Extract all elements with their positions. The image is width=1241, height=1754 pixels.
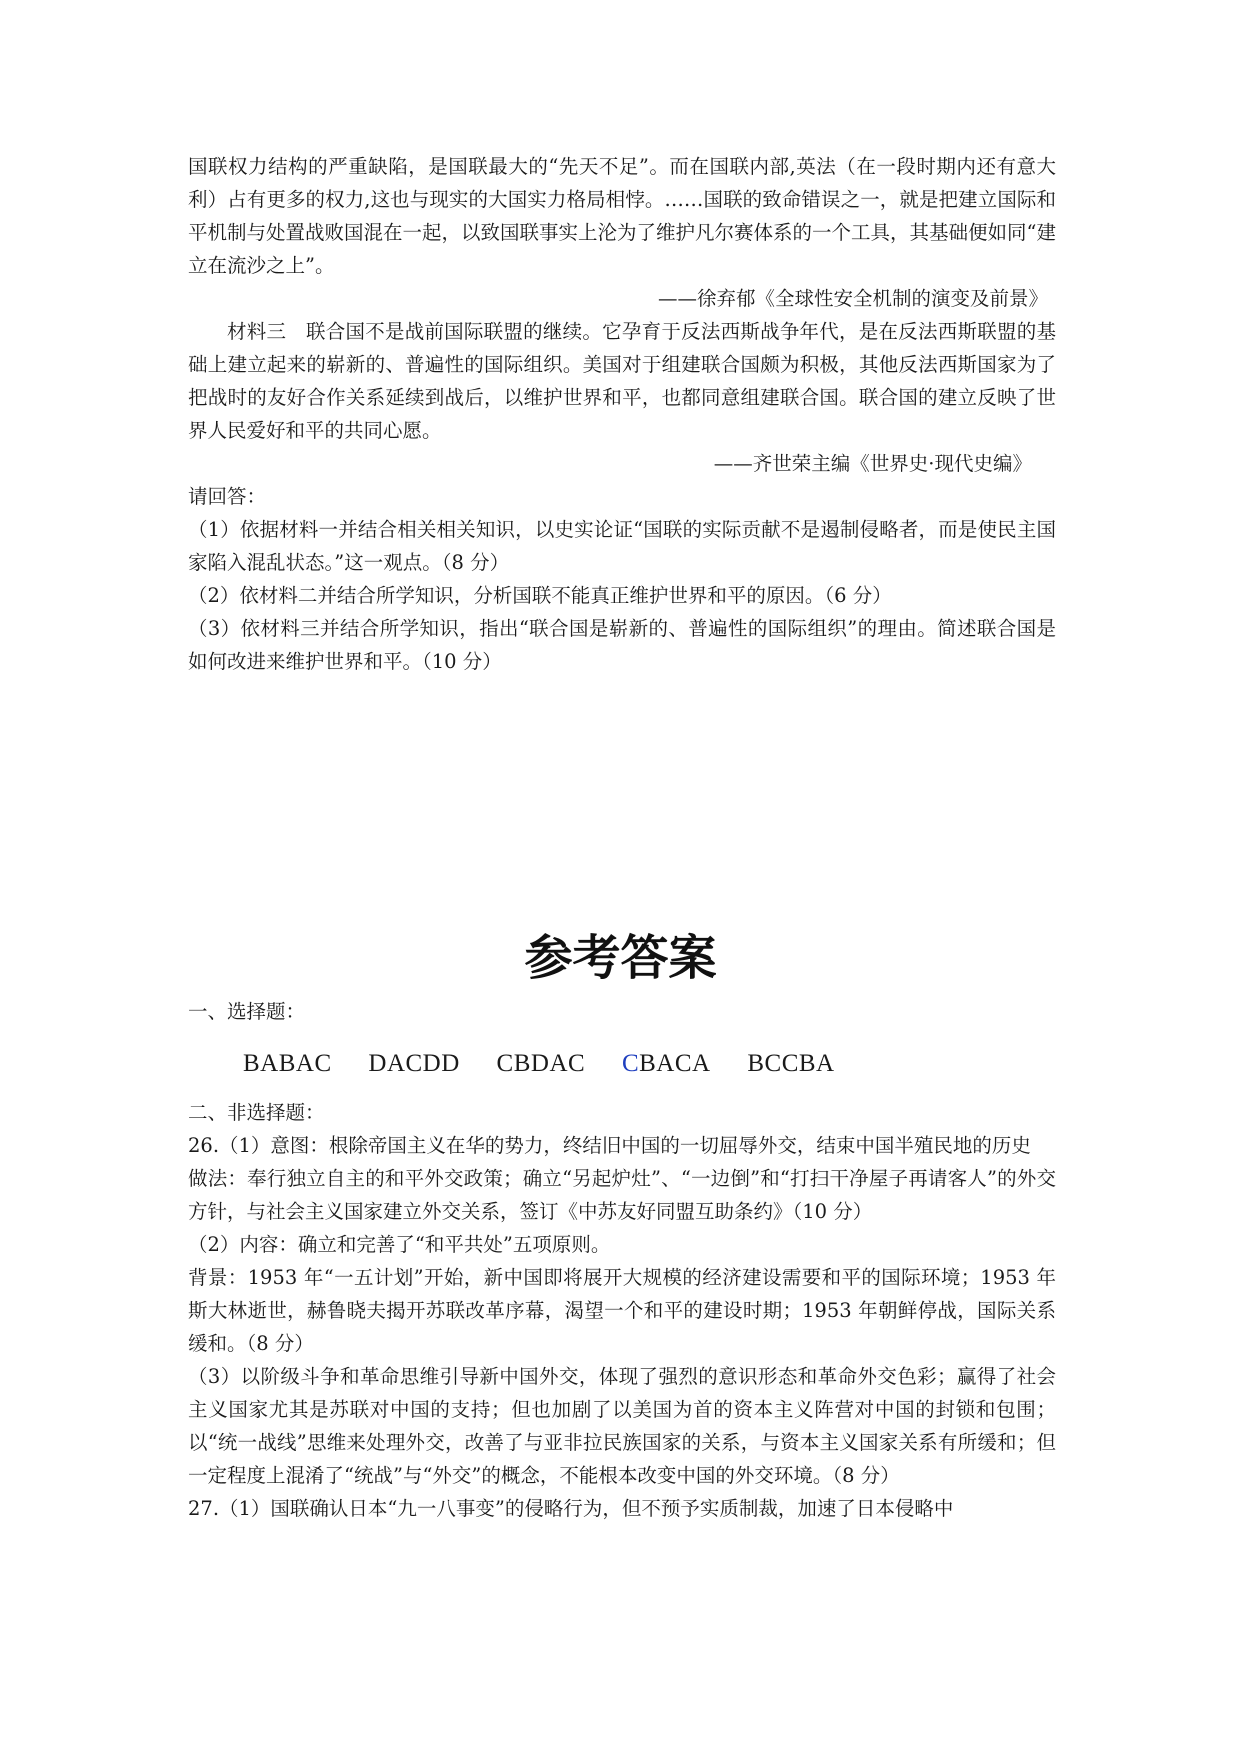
question-3: （3）依材料三并结合所学知识，指出“联合国是崭新的、普遍性的国际组织”的理由。简述联合国是如何改进来维护世界和平。（10 分） [188, 617, 1056, 673]
section2-heading: 二、非选择题： [188, 1101, 325, 1124]
answer-title: 参考答案 [524, 930, 717, 986]
question-2: （2）依材料二并结合所学知识，分析国联不能真正维护世界和平的原因。（6 分） [188, 584, 892, 607]
question-1: （1）依据材料一并结合相关相关知识，以史实论证“国联的实际贡献不是遏制侵略者，而是使民主国家陷入混乱状态。”这一观点。（8 分） [188, 518, 1056, 574]
material2-source: ——徐弃郁《全球性安全机制的演变及前景》 [657, 287, 1048, 310]
choice-answers [243, 1046, 1056, 1082]
answer-26-2: （2）内容：确立和完善了“和平共处”五项原则。 [188, 1233, 611, 1256]
choice-group-5: BCCBA [747, 1050, 835, 1077]
material3-paragraph: 材料三 联合国不是战前国际联盟的继续。它孕育于反法西斯战争年代，是在反法西斯联盟的基础上建立起来的崭新的、普遍性的国际组织。美国对于组建联合国颇为积极，其他反法西斯国家为了把战时的友好合作关系延续到战后，以维护世界和平，也都同意组建联合国。联合国的建立反映了世界人民爱好和平的共同心愿。 [188, 320, 1056, 442]
section1-heading: 一、选择题： [188, 1000, 306, 1023]
choice-group-4 [622, 1050, 711, 1077]
material3-source: ——齐世荣主编《世界史·现代史编》 [713, 452, 1032, 475]
answer-26-1-method: 做法：奉行独立自主的和平外交政策；确立“另起炉灶”、“一边倒”和“打扫干净屋子再请客人”的外交方针，与社会主义国家建立外交关系，签订《中苏友好同盟互助条约》（10 分） [188, 1167, 1056, 1223]
question-section [188, 150, 1056, 678]
choice-group-3: CBDAC [496, 1050, 586, 1077]
ask-label: 请回答： [188, 485, 267, 508]
choice-group-4-first: C [621, 1050, 640, 1077]
choice-group-2: DACDD [368, 1050, 460, 1077]
choice-group-4-rest: BACA [639, 1050, 711, 1077]
answer-26-3: （3）以阶级斗争和革命思维引导新中国外交，体现了强烈的意识形态和革命外交色彩；赢得了社会主义国家尤其是苏联对中国的支持；但也加剧了以美国为首的资本主义阵营对中国的封锁和包围；以“统一战线”思维来处理外交，改善了与亚非拉民族国家的关系，与资本主义国家关系有所缓和；但一定程度上混淆了“统战”与“外交”的概念，不能根本改变中国的外交环境。（8 分） [188, 1365, 1056, 1487]
choice-group-1: BABAC [243, 1050, 332, 1077]
answer-26-2-background: 背景：1953 年“一五计划”开始，新中国即将展开大规模的经济建设需要和平的国际环境；1953 年斯大林逝世，赫鲁晓夫揭开苏联改革序幕，渴望一个和平的建设时期；1953 年朝鲜停战，国际关系缓和。（8 分） [188, 1266, 1056, 1355]
material2-paragraph: 国联权力结构的严重缺陷，是国联最大的“先天不足”。而在国联内部,英法（在一段时期内还有意大利）占有更多的权力,这也与现实的大国实力格局相悖。……国联的致命错误之一，就是把建立国际和平机制与处置战败国混在一起，以致国联事实上沦为了维护凡尔赛体系的一个工具，其基础便如同“建立在流沙之上”。 [188, 155, 1056, 277]
answer-26-1: 26.（1）意图：根除帝国主义在华的势力，终结旧中国的一切屈辱外交，结束中国半殖民地的历史 [188, 1134, 1031, 1157]
answer-section [188, 995, 1056, 1525]
answer-27-1: 27.（1）国联确认日本“九一八事变”的侵略行为，但不预予实质制裁，加速了日本侵略中 [188, 1497, 954, 1520]
